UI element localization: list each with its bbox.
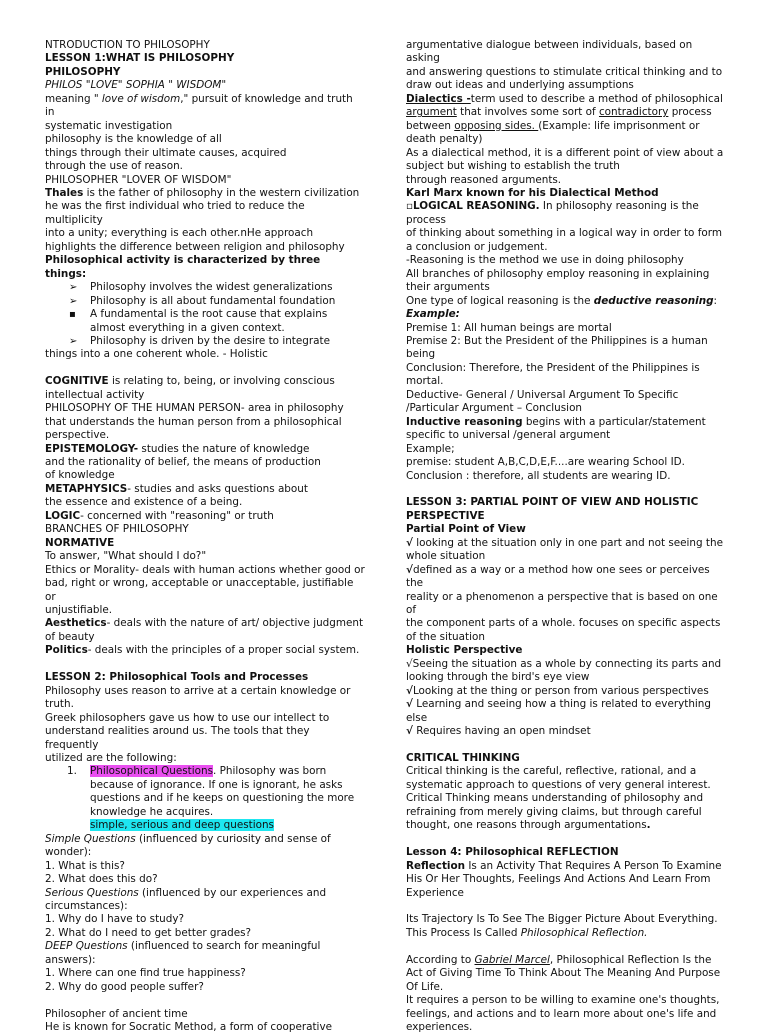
logic-term: LOGIC [45, 509, 81, 522]
checkmark-icon: √ [406, 563, 413, 576]
reason-line-2: truth. [45, 698, 74, 711]
cognitive-text: is relating to, being, or involving conscious [108, 375, 335, 388]
according-line-3: Of Life. [406, 980, 444, 993]
partial-item [406, 537, 726, 550]
spacer [406, 940, 726, 953]
simple-serious-deep-highlight: simple, serious and deep questions [90, 819, 274, 832]
bullet-item [45, 335, 365, 348]
holistic-item [406, 698, 726, 711]
deep-questions-text: (influenced to search for meaningful [127, 940, 321, 953]
ethics-line-3: unjustifiable. [45, 604, 113, 617]
logic-line [45, 510, 365, 523]
holistic-heading: Holistic Perspective [406, 644, 523, 657]
according-line-2: Act of Giving Time To Think About The Meaning And Purpose [406, 967, 721, 980]
simple-questions-term: Simple Questions [45, 832, 136, 845]
gabriel-marcel-name: Gabriel Marcel [474, 953, 550, 966]
logical-reasoning-text: In philosophy reasoning is the process [406, 200, 699, 226]
bullet-text: Philosophy involves the widest generalizations [90, 281, 333, 294]
critical-text: thought, one reasons through argumentations [406, 819, 647, 832]
numbered-item [45, 765, 365, 819]
conclusion-line: Conclusion: Therefore, the President of the Philippines is [406, 361, 700, 374]
between-line [406, 120, 726, 133]
checkmark-icon: √ [406, 536, 413, 549]
dialectical-line-3: through reasoned arguments. [406, 173, 562, 186]
greek-line: Greek philosophers gave us how to use our intellect to [45, 711, 330, 724]
question-item: 2. What do I need to get better grades? [45, 926, 252, 939]
premise-2: Premise 2: But the President of the Philippines is a human [406, 334, 708, 347]
premise-1: Premise 1: All human beings are mortal [406, 321, 612, 334]
thales-line [45, 187, 365, 200]
holistic-text: Learning and seeing how a thing is related to everything [412, 698, 711, 711]
holistic-text: Seeing the situation as a whole by connecting its parts and [412, 657, 722, 670]
reflection-term: Reflection [406, 859, 466, 872]
square-bullet-icon: ▪ [69, 309, 76, 321]
philosophical-questions-text: . Philosophy was born because of ignorance. If one is ignorant, he asks questions and if he keeps on questioning the more knowledge he acquires. [90, 765, 355, 818]
premise-2-cont: being [406, 348, 436, 361]
highlighted-line [45, 819, 365, 832]
to-answer-line: To answer, "What should I do?" [45, 550, 207, 563]
argument-end: process [668, 106, 712, 119]
holistic-text: Requires having an open mindset [412, 725, 591, 738]
trajectory-text: This Process Is Called [406, 926, 521, 939]
philosophy-heading: PHILOSOPHY [45, 65, 121, 78]
holistic-text: Looking at the thing or person from various perspectives [412, 684, 709, 697]
conclusion-students: Conclusion : therefore, all students are wearing ID. [406, 469, 671, 482]
meaning-suffix: ," pursuit of knowledge and truth in [45, 92, 353, 119]
spacer [45, 362, 365, 375]
checkmark-icon: √ [406, 725, 413, 738]
politics-line [45, 644, 365, 657]
requires-line-2: feelings, and actions and to learn more about one's life and [406, 1007, 717, 1020]
reasoning-method-line: -Reasoning is the method we use in doing philosophy [406, 254, 684, 267]
number-marker: 1. [67, 765, 77, 778]
argument-mid: that involves some sort of [456, 106, 599, 119]
reflection-line-2: His Or Her Thoughts, Feelings And Actions And Learn From [406, 873, 711, 886]
bullet-item [45, 295, 365, 308]
trajectory-line: Its Trajectory Is To See The Bigger Picture About Everything. [406, 913, 718, 926]
inductive-line [406, 416, 726, 429]
checkmark-icon: √ [406, 684, 413, 697]
reflection-text: Is an Activity That Requires A Person To Examine [465, 859, 722, 872]
use-of-reason-line: through the use of reason. [45, 160, 183, 173]
activity-heading-2: things: [45, 267, 87, 280]
socratic-line: He is known for Socratic Method, a form of cooperative [45, 1021, 332, 1034]
bullet-item [45, 308, 365, 335]
spacer [45, 994, 365, 1007]
dialectics-line [406, 93, 726, 106]
ultimate-causes-line: things through their ultimate causes, acquired [45, 146, 287, 159]
reflection-line-3: Experience [406, 886, 464, 899]
critical-line-5 [406, 819, 726, 832]
argumentative-line-2: and answering questions to stimulate critical thinking and to [406, 65, 723, 78]
trajectory-line-2 [406, 927, 726, 940]
serious-questions-text: (influenced by our experiences and [138, 886, 327, 899]
logical-reasoning-line-3: a conclusion or judgement. [406, 240, 548, 253]
argumentative-line-3: draw out ideas and underlying assumptions [406, 79, 634, 92]
holistic-item-cont: looking through the bird's eye view [406, 671, 590, 684]
perspective-line: perspective. [45, 429, 110, 442]
answers-line: answers): [45, 953, 96, 966]
inductive-line-2: specific to universal /general argument [406, 429, 611, 442]
holistic-item [406, 658, 726, 671]
meaning-prefix: meaning " [45, 92, 102, 105]
argument-line [406, 106, 726, 119]
systematic-line: systematic investigation [45, 119, 173, 132]
metaphysics-line-2: the essence and existence of a being. [45, 496, 243, 509]
conclusion-line-2: mortal. [406, 375, 444, 388]
lesson4-title: Lesson 4: Philosophical REFLECTION [406, 846, 619, 859]
philosophical-questions-highlight: Philosophical Questions [90, 765, 213, 778]
argument-underlined: argument [406, 106, 457, 119]
knowledge-line: philosophy is the knowledge of all [45, 133, 222, 146]
deductive-intro-line [406, 295, 726, 308]
question-item: 1. Where can one find true happiness? [45, 967, 246, 980]
critical-line-2: systematic approach to questions of very general interest. [406, 778, 711, 791]
small-square-bullet-icon: ▫ [406, 200, 414, 213]
politics-text: - deals with the principles of a proper social system. [87, 644, 360, 657]
metaphysics-text: - studies and asks questions about [127, 482, 308, 495]
aesthetics-line-2: of beauty [45, 630, 95, 643]
requires-line: It requires a person to be willing to examine one's thoughts, [406, 994, 720, 1007]
question-item: 1. What is this? [45, 859, 125, 872]
ethics-line: Ethics or Morality- deals with human actions whether good or [45, 563, 365, 576]
cognitive-line [45, 375, 365, 388]
death-penalty-line: death penalty) [406, 133, 483, 146]
normative-heading: NORMATIVE [45, 536, 115, 549]
partial-text: looking at the situation only in one part and not seeing the [412, 536, 723, 549]
lesson1-title: LESSON 1:WHAT IS PHILOSOPHY [45, 52, 235, 65]
inductive-text: begins with a particular/statement [522, 415, 706, 428]
critical-line-4: refraining from merely giving claims, but through careful [406, 805, 702, 818]
opposing-sides-underlined: opposing sides. [454, 119, 539, 132]
serious-questions-term: Serious Questions [45, 886, 139, 899]
logical-reasoning-line [406, 200, 726, 227]
reason-line: Philosophy uses reason to arrive at a certain knowledge or [45, 684, 351, 697]
simple-questions-line [45, 833, 365, 846]
holistic-item-cont: else [406, 711, 428, 724]
deep-questions-term: DEEP Questions [45, 940, 128, 953]
question-item: 2. Why do good people suffer? [45, 980, 204, 993]
spacer [406, 833, 726, 846]
dialectical-line: As a dialectical method, it is a different point of view about a [406, 146, 724, 159]
all-branches-line-2: their arguments [406, 281, 490, 294]
bullet-text: Philosophy is all about fundamental foundation [90, 294, 336, 307]
bullet-item [45, 281, 365, 294]
partial-heading: Partial Point of View [406, 523, 526, 536]
spacer [406, 739, 726, 752]
bullet-text: A fundamental is the root cause that explains almost everything in a given context. [90, 308, 328, 334]
thales-line-2: he was the first individual who tried to reduce the multiplicity [45, 200, 305, 226]
inductive-term: Inductive reasoning [406, 415, 523, 428]
one-type-text: One type of logical reasoning is the [406, 294, 594, 307]
according-tail: , Philosophical Reflection Is the [549, 953, 712, 966]
partial-text: defined as a way or a method how one sees or perceives the [406, 563, 710, 590]
metaphysics-term: METAPHYSICS [45, 482, 128, 495]
dialectics-term: Dialectics - [406, 92, 471, 105]
colon: : [713, 294, 718, 307]
critical-line: Critical thinking is the careful, reflective, rational, and a [406, 765, 697, 778]
greek-line-3: utilized are the following: [45, 751, 177, 764]
spacer [406, 483, 726, 496]
according-text: According to [406, 953, 475, 966]
checkmark-icon: √ [406, 698, 413, 711]
intro-title: NTRODUCTION TO PHILOSOPHY [45, 39, 210, 51]
spacer [406, 900, 726, 913]
epistemology-term: EPISTEMOLOGY- [45, 442, 139, 455]
partial-item-cont: of the situation [406, 630, 485, 643]
aesthetics-line [45, 617, 365, 630]
greek-line-2: understand realities around us. The tools that they frequently [45, 725, 310, 751]
reflection-line [406, 860, 726, 873]
lesson2-title: LESSON 2: Philosophical Tools and Processes [45, 671, 309, 684]
contradictory-underlined: contradictory [598, 106, 669, 119]
cognitive-term: COGNITIVE [45, 375, 109, 388]
aesthetics-text: - deals with the nature of art/ objective judgment [106, 617, 364, 630]
all-branches-line: All branches of philosophy employ reasoning in explaining [406, 267, 710, 280]
human-person-line: PHILOSOPHY OF THE HUMAN PERSON- area in philosophy [45, 402, 344, 415]
deductive-reasoning-term: deductive reasoning [593, 294, 714, 307]
argumentative-line: argumentative dialogue between individuals, based on asking [406, 39, 693, 65]
arrow-bullet-icon: ➢ [69, 295, 78, 307]
ancient-line: Philosopher of ancient time [45, 1007, 188, 1020]
partial-item [406, 564, 726, 591]
branches-heading: BRANCHES OF PHILOSOPHY [45, 523, 189, 536]
requires-line-3: experiences. [406, 1021, 473, 1033]
partial-item-cont: whole situation [406, 550, 486, 563]
aesthetics-term: Aesthetics [45, 617, 107, 630]
ethics-line-2: bad, right or wrong, acceptable or unacceptable, justifiable or [45, 577, 354, 603]
bullet-text: Philosophy is driven by the desire to integrate [90, 334, 330, 347]
deep-questions-line [45, 940, 365, 953]
dialectics-text: term used to describe a method of philosophical [470, 92, 723, 105]
thales-term: Thales [45, 186, 84, 199]
thales-line-4: highlights the difference between religion and philosophy [45, 240, 345, 253]
holistic-line: things into a one coherent whole. - Holistic [45, 348, 268, 361]
philos-sophia-line: PHILOS "LOVE" SOPHIA " WISDOM" [45, 79, 227, 92]
example-2-label: Example; [406, 442, 455, 455]
human-person-line-2: that understands the human person from a philosophical [45, 415, 342, 428]
serious-questions-line [45, 887, 365, 900]
epistemology-line-3: of knowledge [45, 469, 115, 482]
thales-text: is the father of philosophy in the western civilization [83, 186, 360, 199]
logical-reasoning-line-2: of thinking about something in a logical way in order to form [406, 227, 722, 240]
karl-marx-line: Karl Marx known for his Dialectical Method [406, 186, 659, 199]
meaning-line [45, 93, 365, 120]
epistemology-line-2: and the rationality of belief, the means of production [45, 456, 321, 469]
dialectical-line-2: subject but wishing to establish the truth [406, 160, 620, 173]
metaphysics-line [45, 483, 365, 496]
deductive-def-line-2: /Particular Argument – Conclusion [406, 402, 583, 415]
logic-text: - concerned with "reasoning" or truth [80, 509, 274, 522]
logical-reasoning-term: LOGICAL REASONING. [413, 200, 540, 213]
circumstances-line: circumstances): [45, 899, 128, 912]
intellectual-line: intellectual activity [45, 388, 145, 401]
holistic-item [406, 725, 726, 738]
lesson3-title-2: PERSPECTIVE [406, 509, 485, 522]
epistemology-line [45, 443, 365, 456]
checkmark-icon: √ [406, 657, 413, 670]
philosopher-line: PHILOSOPHER "LOVER OF WISDOM" [45, 173, 232, 186]
lesson3-title: LESSON 3: PARTIAL POINT OF VIEW AND HOLISTIC [406, 496, 699, 509]
arrow-bullet-icon: ➢ [69, 282, 78, 294]
right-column [406, 39, 726, 1034]
according-line [406, 954, 726, 967]
critical-line-3: Critical Thinking means understanding of philosophy and [406, 792, 704, 805]
thales-line-3: into a unity; everything is each other.nHe approach [45, 227, 314, 240]
partial-item-cont: the component parts of a whole. focuses on specific aspects [406, 617, 721, 630]
politics-term: Politics [45, 644, 88, 657]
example-label: Example: [406, 308, 460, 321]
activity-heading: Philosophical activity is characterized by three [45, 254, 321, 267]
critical-heading: CRITICAL THINKING [406, 751, 520, 764]
simple-questions-text: (influenced by curiosity and sense of [135, 832, 331, 845]
spacer [45, 658, 365, 671]
between-text: between [406, 119, 455, 132]
arrow-bullet-icon: ➢ [69, 335, 78, 347]
premise-student: premise: student A,B,C,D,E,F....are wearing School ID. [406, 456, 685, 469]
example-tail: (Example: life imprisonment or [538, 119, 700, 132]
question-item: 2. What does this do? [45, 873, 158, 886]
deductive-def-line: Deductive- General / Universal Argument To Specific [406, 388, 679, 401]
holistic-item [406, 685, 726, 698]
critical-period: . [646, 819, 651, 832]
love-of-wisdom: love of wisdom [101, 92, 181, 105]
wonder-line: wonder): [45, 846, 92, 859]
philosophical-reflection-term: Philosophical Reflection. [520, 926, 648, 939]
partial-item-cont: reality or a phenomenon a perspective that is based on one of [406, 590, 718, 617]
epistemology-text: studies the nature of knowledge [138, 442, 310, 455]
question-item: 1. Why do I have to study? [45, 913, 185, 926]
left-column [45, 39, 365, 1034]
